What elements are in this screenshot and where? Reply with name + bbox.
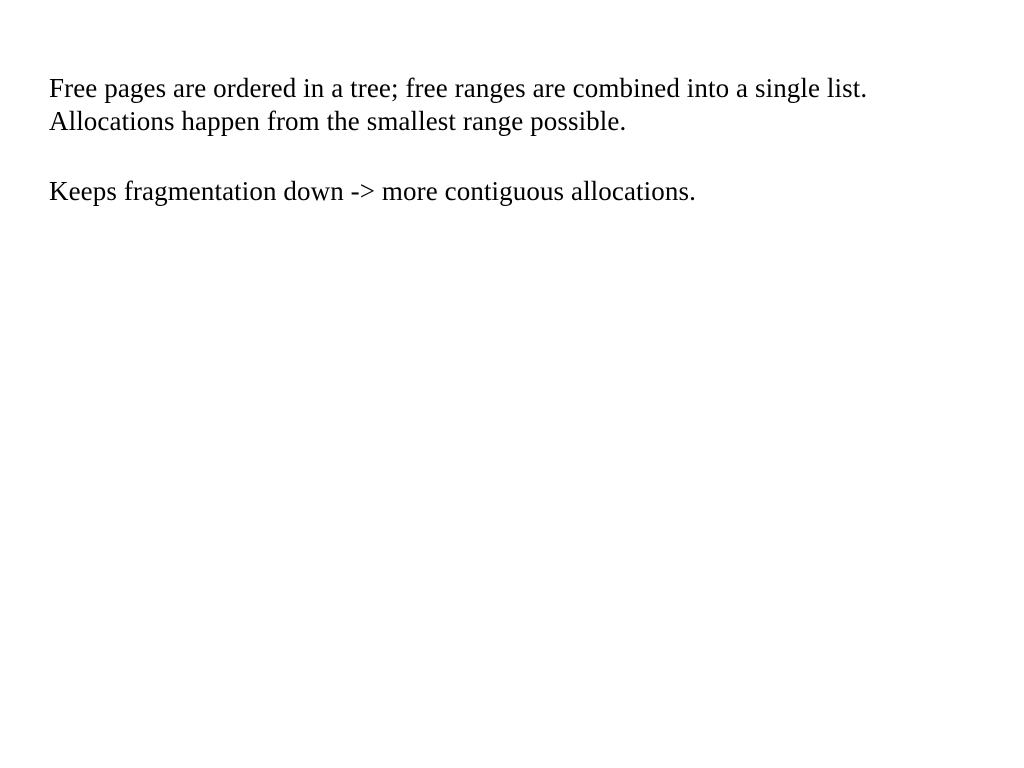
body-paragraph-1: Free pages are ordered in a tree; free ranges are combined into a single list.	[49, 73, 868, 103]
body-paragraph-3: Keeps fragmentation down -> more contiguous allocations.	[49, 175, 696, 206]
body-paragraph-2: Allocations happen from the smallest range possible.	[49, 106, 627, 137]
slide-body	[49, 73, 949, 207]
